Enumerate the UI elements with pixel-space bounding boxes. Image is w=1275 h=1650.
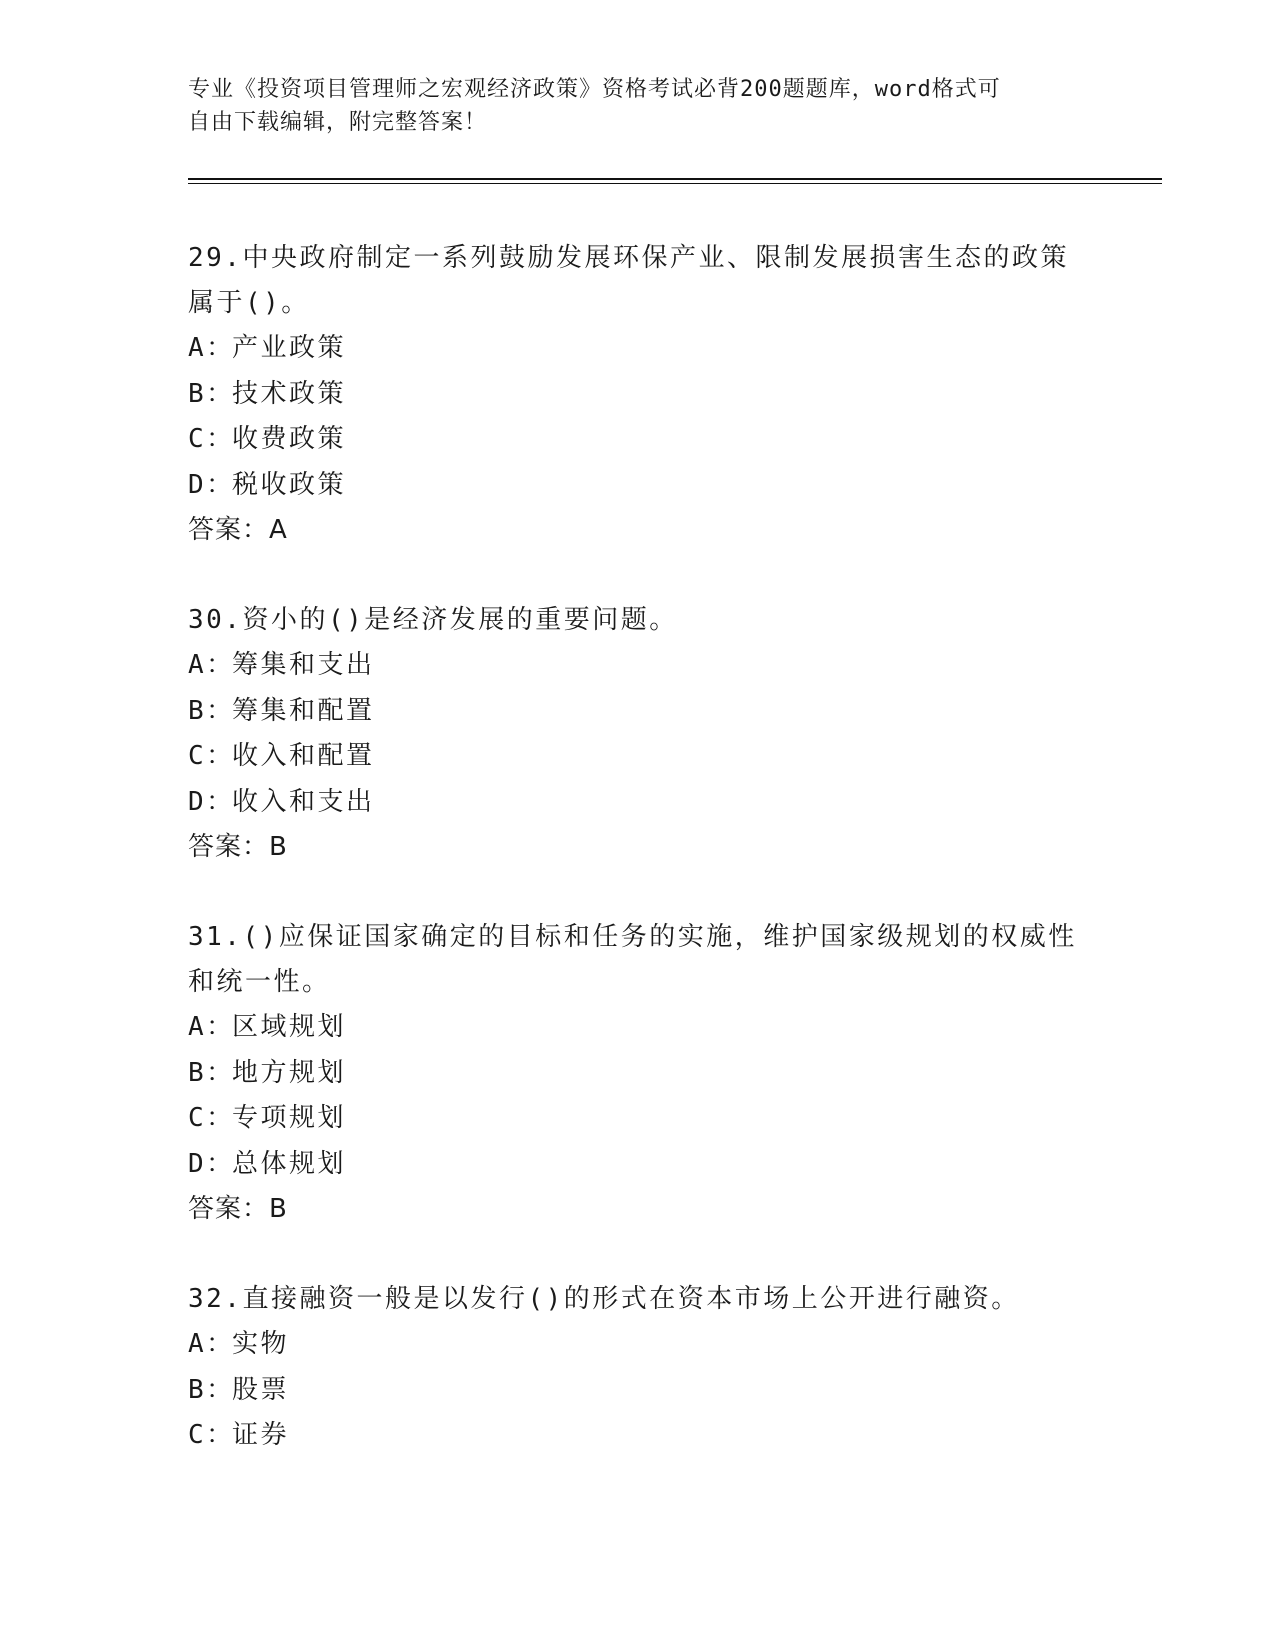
- question-stem-line-2: 和统一性。: [188, 967, 331, 997]
- option-a: [188, 643, 1088, 689]
- option-text: 税收政策: [232, 469, 347, 500]
- question-stem-line-1: 30.资小的()是经济发展的重要问题。: [188, 605, 678, 635]
- option-key: D：: [188, 786, 235, 817]
- question-stem: [188, 1277, 1088, 1322]
- option-text: 收入和配置: [232, 741, 375, 771]
- option-a: [188, 1005, 1088, 1051]
- option-a: [188, 1322, 1088, 1368]
- question-list: [188, 236, 1088, 1504]
- option-text: 筹集和支出: [232, 650, 375, 680]
- header-divider-top: [188, 178, 1162, 180]
- question-stem-line-1: 32.直接融资一般是以发行()的形式在资本市场上公开进行融资。: [188, 1284, 1020, 1314]
- option-key: B：: [188, 378, 235, 409]
- question-30: [188, 598, 1088, 870]
- option-key: A：: [188, 1329, 235, 1359]
- option-text: 筹集和配置: [232, 695, 375, 726]
- option-c: [188, 1096, 1088, 1142]
- option-key: A：: [188, 1012, 235, 1042]
- option-b: [188, 1051, 1088, 1097]
- option-text: 收费政策: [232, 424, 347, 454]
- option-key: B：: [188, 695, 235, 726]
- option-b: [188, 689, 1088, 735]
- option-text: 区域规划: [232, 1012, 347, 1042]
- option-d: [188, 780, 1088, 826]
- option-key: A：: [188, 333, 235, 363]
- option-key: C：: [188, 1420, 235, 1450]
- question-stem: [188, 236, 1088, 326]
- option-text: 证券: [232, 1420, 290, 1450]
- option-text: 专项规划: [232, 1103, 347, 1133]
- question-29: [188, 236, 1088, 553]
- option-text: 实物: [232, 1329, 290, 1359]
- question-stem: [188, 598, 1088, 643]
- document-header: [188, 73, 1068, 139]
- answer: 答案：A: [188, 515, 288, 545]
- option-key: B：: [188, 1057, 235, 1088]
- option-d: [188, 463, 1088, 509]
- option-b: [188, 372, 1088, 418]
- option-text: 产业政策: [232, 333, 347, 363]
- option-text: 股票: [232, 1374, 290, 1405]
- option-text: 地方规划: [232, 1057, 347, 1088]
- option-text: 总体规划: [232, 1148, 347, 1179]
- option-key: A：: [188, 650, 235, 680]
- option-key: C：: [188, 741, 235, 771]
- option-a: [188, 326, 1088, 372]
- question-stem-line-2: 属于()。: [188, 288, 310, 318]
- option-key: C：: [188, 424, 235, 454]
- question-31: [188, 915, 1088, 1232]
- header-divider-bottom: [188, 183, 1162, 184]
- option-key: D：: [188, 1148, 235, 1179]
- option-key: C：: [188, 1103, 235, 1133]
- option-c: [188, 734, 1088, 780]
- question-stem: [188, 915, 1088, 1005]
- header-line-2: 自由下载编辑，附完整答案！: [188, 110, 488, 135]
- option-b: [188, 1368, 1088, 1414]
- option-key: B：: [188, 1374, 235, 1405]
- option-c: [188, 1413, 1088, 1459]
- option-text: 技术政策: [232, 378, 347, 409]
- header-line-1: 专业《投资项目管理师之宏观经济政策》资格考试必背200题题库，word格式可: [188, 77, 1001, 102]
- question-stem-line-1: 29.中央政府制定一系列鼓励发展环保产业、限制发展损害生态的政策: [188, 243, 1069, 273]
- answer: 答案：B: [188, 832, 288, 862]
- question-stem-line-1: 31.()应保证国家确定的目标和任务的实施，维护国家级规划的权威性: [188, 922, 1077, 952]
- answer: 答案：B: [188, 1194, 288, 1224]
- question-32: [188, 1277, 1088, 1459]
- option-key: D：: [188, 469, 235, 500]
- option-text: 收入和支出: [232, 786, 375, 817]
- option-c: [188, 417, 1088, 463]
- option-d: [188, 1142, 1088, 1188]
